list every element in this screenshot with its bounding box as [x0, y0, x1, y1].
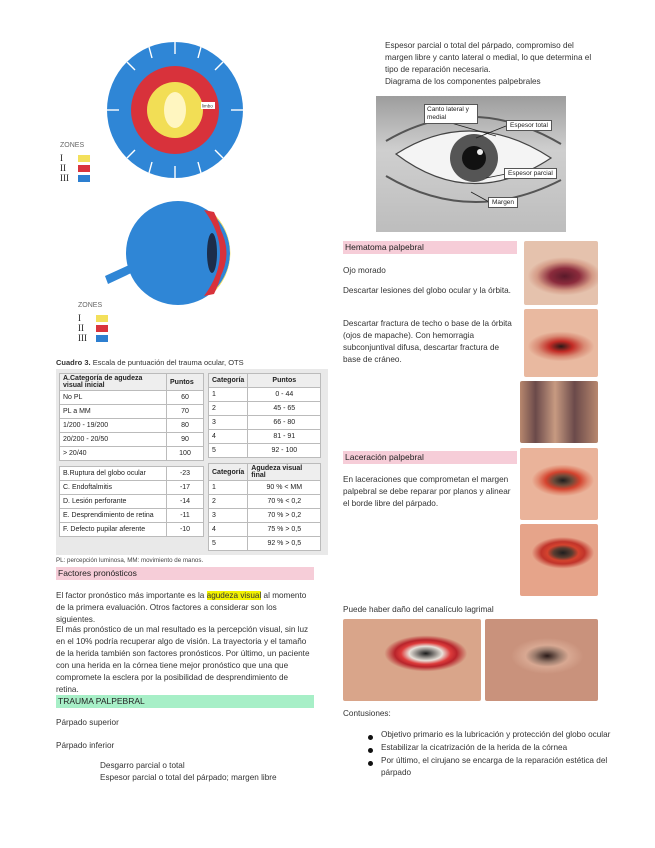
- limbus-tag: limbo: [202, 103, 213, 109]
- photo-subconjunctival-hemorrhage: [524, 309, 598, 377]
- ots-table-final-va: [208, 463, 321, 551]
- table-cell: PL a MM: [60, 405, 167, 419]
- bullet-icon: [368, 761, 373, 766]
- paragraph-diagram-intro: Diagrama de los componentes palpebrales: [385, 77, 541, 86]
- section-header-eyelid-trauma: TRAUMA PALPEBRAL: [56, 695, 314, 708]
- zone-swatch-yellow: [78, 155, 90, 162]
- section-header-hematoma: Hematoma palpebral: [343, 241, 517, 254]
- table-cell: 81 - 91: [248, 430, 321, 444]
- table-header: Agudeza visual final: [248, 464, 321, 481]
- text-laceration-repair: En laceraciones que comprometan el margen palpebral se debe reparar por planos y alinear el borde libre del párpado.: [343, 475, 511, 508]
- bullet-icon: [368, 735, 373, 740]
- table-cell: No PL: [60, 391, 167, 405]
- table-cell: D. Lesión perforante: [60, 495, 167, 509]
- zone-label-1: I: [60, 153, 63, 163]
- zone-swatch-yellow: [96, 315, 108, 322]
- table-cell: 20/200 - 20/50: [60, 433, 167, 447]
- section-header-prognostic-factors: Factores pronósticos: [56, 567, 314, 580]
- highlighted-term: agudeza visual: [206, 591, 262, 600]
- table-cell: 5: [209, 537, 248, 551]
- table-cell: -17: [167, 481, 204, 495]
- zones-legend-title: ZONES: [78, 302, 103, 309]
- photo-canalicular-injury-2: [485, 619, 598, 701]
- paragraph-visual-outcome: El más pronóstico de un mal resultado es la percepción visual, sin luz en el 10% podría recuperar algo de visión. La trayectoria y el tamaño de la herida también son factores pronósticos. Por último, un paciente con una herida en la córnea tiene mejor pronóstico que una que compromete la esclera por la posibilidad de desprendimiento de retina.: [56, 625, 310, 694]
- list-item: Objetivo primario es la lubricación y protección del globo ocular: [381, 730, 611, 739]
- zone-label-3: III: [78, 333, 87, 343]
- diagram-label-canthus: Canto lateral y medial: [424, 104, 478, 124]
- table-cell: 90: [167, 433, 204, 447]
- paragraph-text: El factor pronóstico más importante es la: [56, 591, 207, 600]
- table-cell: 100: [167, 447, 204, 461]
- table-cell: 70: [167, 405, 204, 419]
- zone-swatch-blue: [96, 335, 108, 342]
- table-cell: 70 % < 0,2: [248, 495, 321, 509]
- diagram-label-partial-thickness: Espesor parcial: [504, 168, 557, 179]
- table-header: A.Categoría de agudeza visual inicial: [60, 374, 167, 391]
- paragraph-eyelid-intro: Espesor parcial o total del párpado, compromiso del margen libre y canto lateral o medial, lo que determina el tipo de reparación necesaria.: [385, 41, 592, 74]
- table-caption-label: Cuadro 3.: [56, 358, 91, 367]
- table-cell: 4: [209, 430, 248, 444]
- table-cell: 80: [167, 419, 204, 433]
- paragraph-prognosis: [56, 590, 312, 626]
- table-cell: 3: [209, 416, 248, 430]
- eye-zones-frontal-diagram: [105, 40, 245, 180]
- list-item: Por último, el cirujano se encarga de la reparación estética del párpado: [381, 756, 608, 777]
- ots-table-figure: [56, 358, 328, 564]
- table-cell: > 20/40: [60, 447, 167, 461]
- table-cell: 2: [209, 495, 248, 509]
- table-header: Puntos: [167, 374, 204, 391]
- table-cell: -23: [167, 467, 204, 481]
- table-cell: 0 - 44: [248, 388, 321, 402]
- diagram-label-margin: Margen: [488, 197, 518, 208]
- section-header-laceration: Laceración palpebral: [343, 451, 517, 464]
- table-cell: 90 % < MM: [248, 481, 321, 495]
- table-cell: 92 % > 0,5: [248, 537, 321, 551]
- zone-swatch-blue: [78, 175, 90, 182]
- text-contusions-title: Contusiones:: [343, 709, 391, 718]
- text-tear: Desgarro parcial o total: [100, 761, 185, 770]
- zone-label-2: II: [60, 163, 66, 173]
- ots-table-modifiers: [59, 466, 204, 537]
- bullet-icon: [368, 748, 373, 753]
- photo-canalicular-injury-1: [343, 619, 481, 701]
- zones-legend-bottom: [78, 300, 128, 350]
- zones-legend-title: ZONES: [60, 142, 85, 149]
- table-cell: 92 - 100: [248, 444, 321, 458]
- text-lower-eyelid: Párpado inferior: [56, 741, 115, 750]
- eyelid-anatomy-diagram: [376, 96, 566, 232]
- table-cell: 2: [209, 402, 248, 416]
- zone-swatch-red: [96, 325, 108, 332]
- table-cell: 4: [209, 523, 248, 537]
- zone-label-2: II: [78, 323, 84, 333]
- table-cell: -14: [167, 495, 204, 509]
- table-cell: 3: [209, 509, 248, 523]
- table-cell: -10: [167, 523, 204, 537]
- table-cell: 1: [209, 481, 248, 495]
- paragraph-text: al momento de la primera evaluación. Otros factores a considerar son los siguientes.: [56, 591, 307, 624]
- table-cell: 45 - 65: [248, 402, 321, 416]
- text-upper-eyelid: Párpado superior: [56, 718, 119, 727]
- diagram-label-full-thickness: Espesor total: [506, 120, 552, 131]
- photo-eyelid-laceration-1: [520, 448, 598, 520]
- text-canaliculus: Puede haber daño del canalículo lagrimal: [343, 605, 494, 614]
- text-black-eye: Ojo morado: [343, 266, 386, 275]
- table-cell: 5: [209, 444, 248, 458]
- photo-eyelid-laceration-2: [520, 524, 598, 596]
- text-rule-out-fracture: Descartar fractura de techo o base de la órbita (ojos de mapache). Con hemorragia subconjuntival difusa, descartar fractura de base de cráneo.: [343, 319, 512, 364]
- table-cell: E. Desprendimiento de retina: [60, 509, 167, 523]
- list-item: Estabilizar la cicatrización de la herida de la córnea: [381, 743, 568, 752]
- zone-label-3: III: [60, 173, 69, 183]
- table-header: Categoría: [209, 464, 248, 481]
- table-footnote: PL: percepción luminosa, MM: movimiento de manos.: [56, 557, 204, 564]
- table-cell: 60: [167, 391, 204, 405]
- zones-legend-top: [60, 140, 110, 190]
- photo-eyelid-hematoma: [524, 241, 598, 305]
- ots-table-initial-va: [59, 373, 204, 461]
- text-rule-out-globe: Descartar lesiones del globo ocular y la órbita.: [343, 286, 511, 295]
- zone-swatch-red: [78, 165, 90, 172]
- photo-raccoon-eyes: [520, 381, 598, 443]
- table-cell: -11: [167, 509, 204, 523]
- text-thickness: Espesor parcial o total del párpado; margen libre: [100, 773, 277, 782]
- table-cell: 66 - 80: [248, 416, 321, 430]
- table-header: Categoría: [209, 374, 248, 388]
- table-cell: 70 % > 0,2: [248, 509, 321, 523]
- eye-zones-sagittal-diagram: [100, 198, 250, 313]
- table-cell: B.Ruptura del globo ocular: [60, 467, 167, 481]
- table-cell: F. Defecto pupilar aferente: [60, 523, 167, 537]
- table-cell: 1/200 - 19/200: [60, 419, 167, 433]
- ots-table-categories: [208, 373, 321, 458]
- table-cell: 75 % > 0,5: [248, 523, 321, 537]
- table-cell: C. Endoftalmitis: [60, 481, 167, 495]
- table-header: Puntos: [248, 374, 321, 388]
- zone-label-1: I: [78, 313, 81, 323]
- table-cell: 1: [209, 388, 248, 402]
- table-caption: Escala de puntuación del trauma ocular, OTS: [92, 358, 244, 367]
